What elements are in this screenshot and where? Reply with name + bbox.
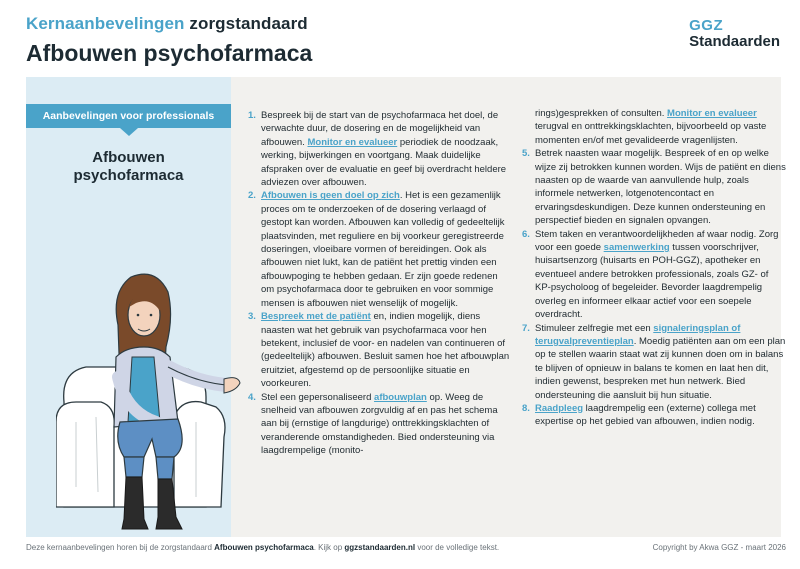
- item-number: 4.: [248, 391, 256, 403]
- item-text: Stel een gepersonaliseerd: [261, 391, 375, 403]
- footer-standard-name: Afbouwen psychofarmaca: [214, 543, 314, 552]
- item-number: 2.: [248, 190, 256, 202]
- item-text: . Het is een gezamenlijk proces om te onderzoeken of de dosering verlaagd of gestopt kan worden. Afbouwen kan volledig of gedeeltelijk plaatsvinden, met reguliere en bij voorkeur geregistreerde doseringen, vloeibare vormen of bereidingen. Ook als afbouwen niet lukt, kan de patiënt het prettig vinden een afbouwpoging te hebben gedaan. Er zijn goede redenen om psychofarmaca door te gebruiken en voor sommige mensen is afbouwen niet wenselijk of mogelijk.: [261, 190, 505, 309]
- monitor-evalueer-link[interactable]: Monitor en evalueer: [307, 136, 398, 148]
- item-text: Stem taken en verantwoordelijkheden af waar nodig. Zorg voor een goede: [535, 228, 779, 254]
- item-text: en, indien mogelijk, diens naasten wat het gebruik van psychofarmaca voor hen betekent, inclusief de voor- en nadelen van continueren of (gedeeltelijk) afbouwen. Besluit samen hoe het afbouwplan eruitziet, afgestemd op de persoonlijke situatie en voorkeuren.: [261, 311, 510, 390]
- logo-line2: Standaarden: [689, 33, 780, 50]
- item-text: laagdrempelig een (externe) collega met expertise op het gebied van afbouwen, indien nodig.: [535, 402, 756, 428]
- page-footer: [26, 543, 786, 552]
- footer-text: Deze kernaanbevelingen horen bij de zorgstandaard: [26, 543, 215, 552]
- item-number: 8.: [522, 402, 530, 414]
- copyright: Copyright by Akwa GGZ - maart 2026: [652, 543, 786, 552]
- signaleringsplan-link[interactable]: signaleringsplan of terugvalpreventieplan: [535, 322, 741, 347]
- item-number: 5.: [522, 148, 530, 160]
- item-text: op. Weeg de snelheid van afbouwen zorgvuldig af en pas het schema aan bij (ernstige of langdurige) onttrekkingsklachten of veranderende omstandigheden. Bied ondersteuning via laagdrempelige (monito-: [261, 391, 498, 457]
- content-panel: [26, 77, 786, 537]
- recommendations-left-column: [248, 109, 512, 458]
- audience-tab: Aanbevelingen voor professionals: [26, 104, 231, 128]
- item-text: rings)gesprekken of consulten.: [535, 108, 668, 119]
- item-text: terugval en onttrekkingsklachten, bijvoorbeeld op vaste momenten en/of met gevalideerde vragenlijsten.: [535, 121, 767, 146]
- afbouwen-geen-doel-link[interactable]: Afbouwen is geen doel op zich: [261, 190, 400, 202]
- footer-text: . Kijk op: [313, 543, 345, 552]
- recommendation-item: [248, 310, 512, 390]
- sidebar-title-line1: Afbouwen: [92, 149, 165, 166]
- raadpleeg-link[interactable]: Raadpleeg: [535, 402, 584, 414]
- kicker-blue: Kernaanbevelingen: [26, 14, 185, 33]
- recommendation-item: [522, 228, 786, 322]
- item-text: Stimuleer zelfregie met een: [535, 322, 654, 334]
- recommendations-right-column: [522, 107, 786, 429]
- page-header: [26, 14, 786, 74]
- item-number: 7.: [522, 322, 530, 334]
- samenwerking-link[interactable]: samenwerking: [603, 242, 670, 254]
- sidebar-title: [36, 149, 221, 185]
- item-number: 1.: [248, 110, 256, 121]
- tab-arrow-icon: [120, 128, 138, 136]
- item-number: 3.: [248, 311, 256, 323]
- item-text: Bespreek bij de start van de psychofarmaca het doel, de verwachte duur, de dosering en de mogelijkheid van afbouwen.: [261, 110, 499, 148]
- recommendation-item: [248, 189, 512, 310]
- item-text: tussen voorschrijver, huisartsenzorg (huisarts en POH-GGZ), apotheker en eventueel andere betrokken professionals, zoals GZ- of KP-psycholoog of begeleider. Bevorder laagdrempelig overleg en informeer elkaar actief voor een soepele overdracht.: [535, 242, 769, 321]
- recommendation-item: [522, 147, 786, 227]
- bespreek-patient-link[interactable]: Bespreek met de patiënt: [261, 311, 371, 323]
- item-text: . Moedig patiënten aan om een plan op te stellen waarin staat wat zij kunnen doen om in balans te blijven of opnieuw in balans te komen en laat hen dit, indien gewenst, bespreken met hun netwerk. Bied ondersteuning die aansluit bij hun situatie.: [535, 335, 786, 401]
- recommendation-item: [248, 109, 512, 189]
- kicker: [26, 14, 786, 34]
- footer-text: voor de volledige tekst.: [415, 543, 500, 552]
- logo-line1: GGZ: [689, 17, 724, 34]
- recommendation-item: [522, 402, 786, 429]
- footer-website-link[interactable]: ggzstandaarden.nl: [344, 543, 416, 552]
- kicker-dark: zorgstandaard: [189, 14, 308, 33]
- item-text: periodiek de noodzaak, werking, bijwerkingen en voortgang. Maak duidelijke afspraken over de evaluatie en geef bij overdracht heldere adviezen over afbouwen.: [261, 136, 507, 189]
- woman-in-armchair-illustration: [56, 207, 241, 537]
- ggz-standaarden-logo[interactable]: [689, 18, 780, 49]
- recommendation-item-continued: [526, 107, 786, 147]
- page-title: Afbouwen psychofarmaca: [26, 40, 313, 66]
- monitor-evalueer-link-2[interactable]: Monitor en evalueer: [667, 108, 757, 119]
- item-text: Betrek naasten waar mogelijk. Bespreek of en op welke wijze zij betrokken kunnen worden. Wijs de patiënt en diens naasten op de waarde van aanvullende hulp, zoals informele netwerken, lotgenotencontact en ervaringsdeskundigen. Deze kunnen ondersteuning en perspectief bieden en signalen opvangen.: [535, 148, 786, 227]
- item-number: 6.: [522, 228, 530, 240]
- recommendation-item: [522, 322, 786, 402]
- sidebar: [26, 77, 231, 537]
- afbouwplan-link[interactable]: afbouwplan: [374, 391, 427, 403]
- sidebar-title-line2: psychofarmaca: [73, 167, 184, 184]
- recommendation-item: [248, 391, 512, 458]
